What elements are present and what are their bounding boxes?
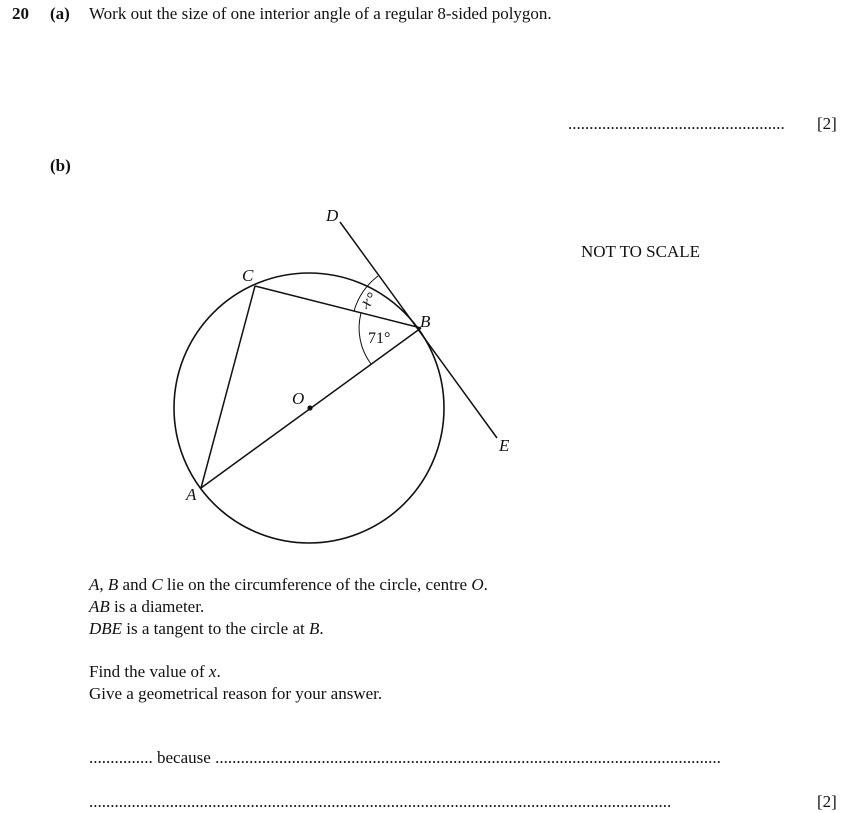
part-b-answer-line-2[interactable]: ......................................................................................................................................... bbox=[89, 792, 672, 811]
because-word: because bbox=[157, 748, 211, 767]
centre-point bbox=[307, 405, 312, 410]
answer-value-dots[interactable]: ............... bbox=[89, 748, 153, 767]
part-a-marks: [2] bbox=[817, 114, 837, 133]
part-b-answer-line-1[interactable] bbox=[89, 748, 721, 768]
question-number: 20 bbox=[12, 4, 29, 23]
chord-cb bbox=[255, 286, 421, 328]
info-line-1: A, B and C lie on the circumference of the circle, centre O. bbox=[89, 575, 488, 594]
reason-dots[interactable]: ....................................................................................................................... bbox=[215, 748, 721, 767]
part-a-label: (a) bbox=[50, 4, 70, 23]
part-a-answer-line[interactable]: ................................................... bbox=[568, 114, 785, 133]
part-a-question: Work out the size of one interior angle of a regular 8-sided polygon. bbox=[89, 4, 552, 23]
info-line-3: DBE is a tangent to the circle at B. bbox=[89, 619, 324, 638]
label-e: E bbox=[499, 436, 510, 455]
task-block bbox=[89, 661, 382, 705]
task-line-1: Find the value of x. bbox=[89, 662, 221, 681]
not-to-scale-note: NOT TO SCALE bbox=[581, 242, 701, 261]
label-d: D bbox=[326, 206, 339, 225]
angle-label-x: x° bbox=[356, 288, 380, 313]
label-o: O bbox=[292, 389, 305, 408]
part-b-label: (b) bbox=[50, 156, 71, 175]
label-a: A bbox=[186, 485, 197, 504]
label-c: C bbox=[242, 266, 254, 285]
task-line-2: Give a geometrical reason for your answer. bbox=[89, 684, 383, 703]
label-b: B bbox=[420, 312, 431, 331]
angle-label-71: 71° bbox=[368, 330, 391, 347]
part-b-marks: [2] bbox=[817, 792, 837, 811]
info-block bbox=[89, 574, 488, 640]
info-line-2: AB is a diameter. bbox=[89, 597, 205, 616]
